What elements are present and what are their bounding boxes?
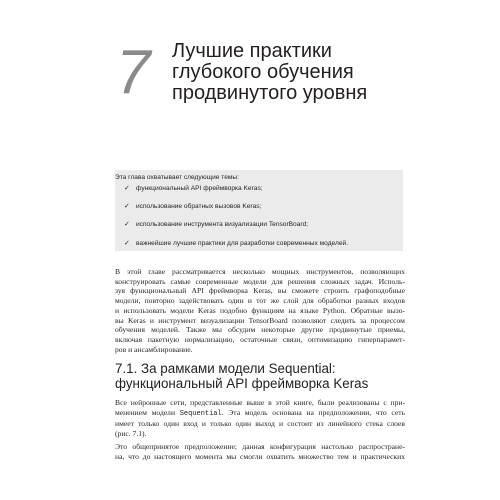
chapter-title-line: глубокого обучения bbox=[172, 61, 354, 83]
chapter-number: 7 bbox=[116, 38, 151, 107]
text-line: обучения моделей. Также мы обсудим некоторые другие продвинутые приемы, bbox=[115, 325, 405, 335]
topic-item bbox=[124, 221, 348, 229]
text-line: Все нейронные сети, представленные выше в этой книге, были реализованы с при- bbox=[115, 398, 405, 407]
section-paragraph bbox=[115, 442, 405, 461]
text-line: конструировать самые современные модели для решения сложных задач. Исполь- bbox=[115, 276, 405, 286]
topic-item-label: функциональный API фреймворка Keras; bbox=[136, 185, 263, 192]
section-heading-line: 7.1. За рамками модели Sequential: bbox=[115, 361, 336, 376]
inline-code: Sequential bbox=[179, 409, 222, 418]
text-line bbox=[115, 408, 405, 420]
text-line: включая пакетную нормализацию, остаточные связи, оптимизацию гиперпарамет- bbox=[115, 334, 405, 344]
topics-list bbox=[124, 185, 348, 258]
text-line: и использовать модели Keras подобно функциям на языке Python. Обратные вызо- bbox=[115, 305, 405, 315]
topic-item-label: использование инструмента визуализации TensorBoard; bbox=[136, 221, 309, 229]
chapter-title-line: продвинутого уровня bbox=[172, 82, 368, 104]
text-line: модели, повторно задействовать один и тот же слой для обработки разных входов bbox=[115, 296, 405, 306]
section-heading bbox=[115, 362, 415, 391]
text-line: имеет только один вход и только один выход и состоит из линейного стека слоев bbox=[115, 419, 405, 429]
text-line: ров и ансамблирование. bbox=[115, 344, 193, 354]
section-heading-line: функциональный API фреймворка Keras bbox=[115, 375, 369, 391]
chapter-title bbox=[172, 41, 472, 104]
text-line: зуя функциональный API фреймворка Keras, вы сможете строить графоподобные bbox=[115, 286, 405, 296]
text-line: Это общепринятое предположение; данная конфигурация настолько распростране- bbox=[115, 442, 405, 451]
text-line: на, что до настоящего момента мы смогли охватить множество тем и практических bbox=[115, 451, 405, 461]
checkmark-icon: ✓ bbox=[124, 203, 130, 211]
topic-item-label: важнейшие лучшие практики для разработки современных моделей. bbox=[136, 239, 349, 247]
checkmark-icon: ✓ bbox=[124, 221, 130, 229]
text-line: вы Keras и инструмент визуализации TensorBoard позволяют следить за процессом bbox=[115, 315, 405, 325]
topic-item-label: использование обратных вызовов Keras; bbox=[136, 203, 262, 211]
text-line: В этой главе рассматривается несколько мощных инструментов, позволяющих bbox=[115, 267, 405, 276]
topic-item bbox=[124, 240, 348, 248]
text-line: (рис. 7.1). bbox=[115, 429, 147, 439]
text-fragment: менением модели bbox=[115, 407, 180, 417]
intro-paragraph bbox=[115, 267, 405, 354]
chapter-title-line: Лучшие практики bbox=[172, 40, 332, 62]
text-fragment: . Эта модель основана на предположении, что сеть bbox=[221, 407, 405, 417]
checkmark-icon: ✓ bbox=[124, 185, 130, 192]
topic-item bbox=[124, 203, 348, 211]
topics-intro: Эта глава охватывает следующие темы: bbox=[115, 174, 239, 181]
topic-item bbox=[124, 185, 348, 193]
checkmark-icon: ✓ bbox=[124, 239, 130, 247]
section-paragraph bbox=[115, 398, 405, 439]
chapter-topics-box bbox=[115, 170, 403, 251]
